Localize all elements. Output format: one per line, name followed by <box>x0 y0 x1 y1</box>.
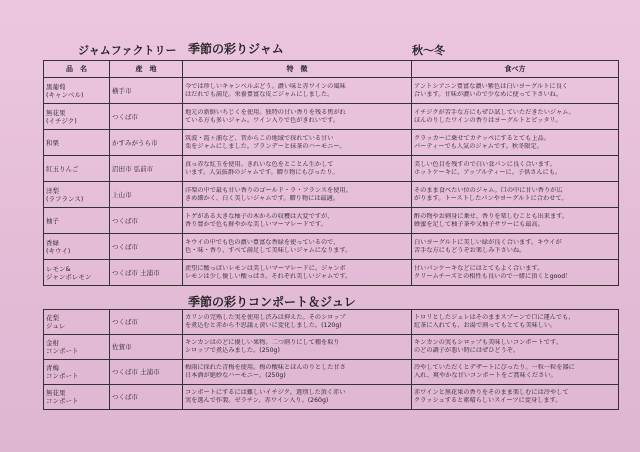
item-how-to-eat-line: パーティーでも人気のジャムです。秋冬限定。 <box>414 142 543 150</box>
item-feature-line: 実を選んで作製。ゼラチン、赤ワイン入り。(260g) <box>185 397 329 404</box>
item-name <box>44 385 110 410</box>
season-label: 秋～冬 <box>412 44 445 57</box>
item-feature-line: コンポートにするには難しいイチジク。選別した頂く赤い <box>185 389 346 396</box>
table-row <box>44 260 619 286</box>
item-origin: かすみがうら市 <box>110 130 183 156</box>
jam-table-header <box>44 61 619 78</box>
item-how-to-eat-line: 白いヨーグルトに美しい緑が良く合います。キウイが <box>414 238 562 246</box>
item-name-line: 柚子 <box>46 216 59 225</box>
item-feature <box>183 156 412 182</box>
item-how-to-eat-line: 苦手な方にもどうぞお楽しみ下さいね。 <box>414 246 526 254</box>
item-how-to-eat-line: 紅茶に入れても、お湯で割ってもとても美味しい。 <box>414 322 557 329</box>
item-how-to-eat-line: 冷やしていただくとデザートにぴったり。一粒一粒を器に <box>414 364 575 371</box>
item-name-line: コンポート <box>46 397 79 405</box>
item-how-to-eat-line: 酢の物やお刺身に乗せ、香りを楽しむことも出来ます。 <box>414 212 569 220</box>
item-how-to-eat-line: キンカンの実もシロップも美味しいコンポートです。 <box>414 339 562 346</box>
table-row <box>44 104 619 130</box>
item-name-line: コンポート <box>46 372 79 380</box>
table-row <box>44 130 619 156</box>
item-how-to-eat-line: ホットケーキに、アップルティーに。子供さんにも。 <box>414 168 562 176</box>
item-how-to-eat <box>412 182 619 208</box>
item-how-to-eat-line: トロリとしたジュレはそのままスプーンで口に運んでも、 <box>414 314 575 321</box>
item-how-to-eat <box>412 360 619 385</box>
item-feature-line: 真っ赤な紅玉を使用。きれいな色をとことん生かして <box>185 160 334 168</box>
item-feature-line: 栗をジャムにしました。ブランデーと抹茶のハーモニー。 <box>185 142 346 150</box>
item-name-line: (キャンベル) <box>46 90 84 99</box>
item-origin: 佐賀市 <box>110 335 183 360</box>
item-feature <box>183 310 412 335</box>
item-feature-line: シロップで煮込みました。(250g) <box>185 347 280 354</box>
item-origin: つくば市 <box>110 208 183 234</box>
item-name <box>44 130 110 156</box>
section-title-compote: 季節の彩りコンポート＆ジュレ <box>188 295 356 309</box>
item-how-to-eat <box>412 310 619 335</box>
table-row <box>44 182 619 208</box>
item-origin: つくば市 <box>110 104 183 130</box>
item-feature-line: 洋梨の中で最も甘い香りのゴールド・ラ・フランスを使用。 <box>185 186 352 194</box>
brand-title: ジャムファクトリー <box>78 44 177 57</box>
item-how-to-eat <box>412 260 619 286</box>
item-feature-line: ている方も多いジャム。ワイン入りで色がきれいです。 <box>185 116 340 124</box>
item-name-line: 紅玉りんご <box>46 164 79 173</box>
item-name <box>44 360 110 385</box>
item-how-to-eat-line: がります。トーストしたパンやヨーグルトに合わせて。 <box>414 194 568 202</box>
item-feature-line: 羨望に酸っぱいレモンは美しいマーマレードに。ジャンボ <box>185 264 346 272</box>
item-name-line: 無花果 <box>46 108 66 117</box>
table-row <box>44 335 619 360</box>
item-origin: 横手市 <box>110 78 183 104</box>
item-how-to-eat-line: 美しい色目を残すので白い食パンに良く合います。 <box>414 160 556 168</box>
item-how-to-eat <box>412 104 619 130</box>
item-name-line: コンポート <box>46 347 79 355</box>
item-how-to-eat <box>412 385 619 410</box>
item-name-line: (イチジク) <box>46 116 77 125</box>
item-how-to-eat <box>412 78 619 104</box>
item-name-line: 花梨 <box>46 314 59 322</box>
col-header-name: 品 名 <box>44 61 110 78</box>
item-how-to-eat-line: クラッシュすると素晴らしいスイーツに変身します。 <box>414 397 562 404</box>
item-feature <box>183 234 412 260</box>
item-feature <box>183 260 412 286</box>
item-name <box>44 260 110 286</box>
item-feature-line: 筑波・霞ヶ浦など、昔からこの地域で採れている甘い <box>185 134 334 142</box>
item-feature-line: トゲがある大きな柚子の木からの収穫は大変ですが、 <box>185 212 334 220</box>
item-how-to-eat-line: 入れ、爽やかな甘いコンポートをご賞味ください。 <box>414 372 557 379</box>
item-feature <box>183 78 412 104</box>
item-how-to-eat-line: そのまま食べたい位のジャム。口の中に甘い香りが広 <box>414 186 563 194</box>
item-feature-line: 今では珍しいキャンベルぶどう。濃い味と赤ワインの風味 <box>185 82 346 90</box>
item-how-to-eat-line: アントシアニン豊富な濃い紫色は白いヨーグルトに良く <box>414 82 568 90</box>
item-how-to-eat-line: 赤ワインと無花果の香りをそのまま楽しむには冷やして <box>414 389 569 396</box>
item-origin: つくば市 <box>110 234 183 260</box>
item-feature <box>183 104 412 130</box>
item-feature-line: 香り豊かで色も鮮やかな美しいマーマレードです。 <box>185 220 327 228</box>
item-how-to-eat-line: イチジクが苦手な方にもぜひ試していただきたいジャム。 <box>414 108 575 116</box>
item-name-line: 無花果 <box>46 389 66 397</box>
item-feature <box>183 130 412 156</box>
item-feature <box>183 335 412 360</box>
item-how-to-eat-line: クラッカーに乗せてカナッペにするとても上品。 <box>414 134 550 142</box>
item-name <box>44 182 110 208</box>
item-name <box>44 78 110 104</box>
compote-table <box>43 309 619 410</box>
item-name-line: ジャンボレモン <box>46 272 92 281</box>
item-how-to-eat-line: 甘いパンケーキなどにはとてもよく合います。 <box>414 264 544 272</box>
item-feature-line: キンカンはのどに優しい果物。二つ割りにして種を取り <box>185 339 340 346</box>
item-feature-line: はだれでも満足。栄養豊富な皮ごジャムにしました。 <box>185 90 334 98</box>
item-how-to-eat-line: 蜂蜜を足して柚子茶や又柚子サワーにも最高。 <box>414 220 544 228</box>
col-header-origin: 産 地 <box>110 61 183 78</box>
item-name <box>44 335 110 360</box>
item-how-to-eat <box>412 130 619 156</box>
table-row <box>44 310 619 335</box>
section-title-jam: 季節の彩りジャム <box>188 42 284 56</box>
item-name-line: 和栗 <box>46 138 59 147</box>
item-how-to-eat <box>412 234 619 260</box>
item-feature-line: カリンの完熟した実を使用し渋みは抑えた。そのシロップ <box>185 314 346 321</box>
item-feature-line: 日本酒が絶妙なハーモニー。(250g) <box>185 372 286 379</box>
item-name <box>44 156 110 182</box>
item-name <box>44 310 110 335</box>
item-name <box>44 234 110 260</box>
item-feature-line: 地元の新鮮いちじくを使用。独特の甘い香りを残る焦がれ <box>185 108 346 116</box>
item-feature <box>183 208 412 234</box>
item-feature <box>183 182 412 208</box>
table-row <box>44 360 619 385</box>
item-name-line: (キウイ) <box>46 246 71 255</box>
item-feature-line: キウイの中でも色の濃い豊富な香緑を使っているので、 <box>185 238 340 246</box>
item-feature-line: います。人気抜群のジャムです。贈り物にもぴったり。 <box>185 168 339 176</box>
item-origin: つくば市 土浦市 <box>110 260 183 286</box>
item-origin: つくば市 土浦市 <box>110 360 183 385</box>
item-feature-line: レモンは少し優しい酸っぱさ。それぞれ美しいジャムです。 <box>185 272 352 280</box>
item-feature <box>183 360 412 385</box>
table-row <box>44 385 619 410</box>
item-how-to-eat <box>412 156 619 182</box>
item-origin: 上山市 <box>110 182 183 208</box>
item-how-to-eat <box>412 208 619 234</box>
table-row <box>44 234 619 260</box>
table-row <box>44 208 619 234</box>
item-origin: つくば市 <box>110 310 183 335</box>
col-header-feature: 特 徴 <box>183 61 412 78</box>
table-row <box>44 156 619 182</box>
item-name-line: 黒葡萄 <box>46 82 66 91</box>
item-name-line: 金柑 <box>46 339 59 347</box>
item-how-to-eat-line: 合います。甘味が濃いので少なめに使って下さいね。 <box>414 90 563 98</box>
col-header-eat: 食べ方 <box>412 61 619 78</box>
item-feature-line: きめ細かく、白く美しいジャムです。贈り物には最適。 <box>185 194 339 202</box>
item-feature <box>183 385 412 410</box>
item-feature-line: を煮込むと赤から不思議ぇ黄いに変化しました。(120g) <box>185 322 342 329</box>
item-how-to-eat <box>412 335 619 360</box>
item-name-line: レモン& <box>46 264 71 273</box>
jam-table <box>43 60 619 286</box>
item-name-line: 青梅 <box>46 364 59 372</box>
item-name <box>44 208 110 234</box>
item-origin: 沼田市 弘前市 <box>110 156 183 182</box>
item-name-line: 香緑 <box>46 238 59 247</box>
table-row <box>44 78 619 104</box>
item-how-to-eat-line: クリームチーズとの相性も良いので一緒に頂くとgood！ <box>414 272 572 280</box>
item-how-to-eat-line: ほんのりしたワインの香りはヨーグルトとピッタリ。 <box>414 116 562 124</box>
item-origin: つくば市 <box>110 385 183 410</box>
item-name <box>44 104 110 130</box>
item-how-to-eat-line: のどの調子が悪い時にはぜひどうぞ。 <box>414 347 520 354</box>
item-feature-line: 梅雨に採れた青梅を使用。梅の酸味とほんのりとした甘さ <box>185 364 346 371</box>
item-name-line: (ラフランス) <box>46 194 84 203</box>
item-name-line: 洋梨 <box>46 186 59 195</box>
item-name-line: ジュレ <box>46 322 66 330</box>
item-feature-line: 色・味・香り、すべて満足して美味しいジャムになります。 <box>185 246 352 254</box>
